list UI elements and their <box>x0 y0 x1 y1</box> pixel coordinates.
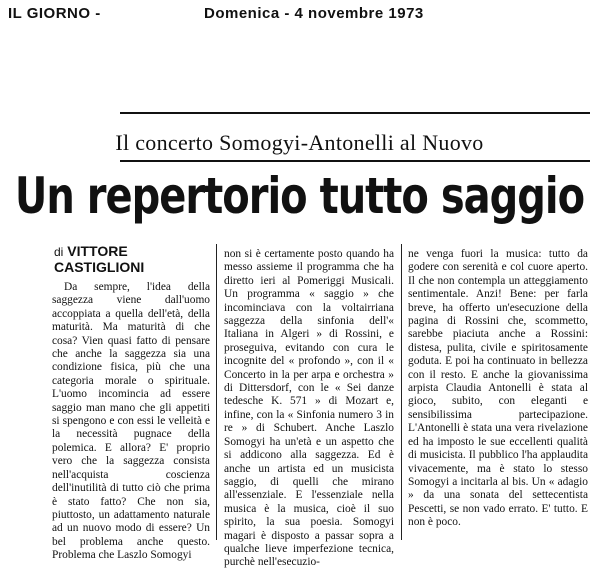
column-text: Da sempre, l'idea della saggezza viene dall'uomo accoppiata a quella dell'età, della maturità. Ma maturità di che cosa? Vien quasi fatto di pensare che anche la saggezza sia una condizione fisica, più che una categoria morale o spirituale. L'uomo incomincia ad essere saggio man mano che gli appetiti si spengono e con essi le velleità e la necessità pugnace della polemica. E allora? E' proprio vero che la saggezza consista nell'acquista coscienza dell'inutilità di tutto ciò che prima è stato fatto? Che non sia, piuttosto, un adattamento naturale ad un nuovo modo di essere? Un bel problema anche questo. Problema che Laszlo Somogyi <box>52 281 210 562</box>
article-column-3 <box>408 248 588 530</box>
byline-prefix: di <box>54 245 64 259</box>
column-divider <box>216 244 217 540</box>
article-column-2 <box>224 248 394 570</box>
newspaper-name: IL GIORNO - <box>8 5 101 22</box>
article-column-1 <box>52 281 210 563</box>
masthead <box>8 4 593 26</box>
column-text: non si è certamente posto quando ha messo assieme il programma che ha diretto ieri al Pomeriggi Musicali. Un programma « saggio » che incominciava con la voltairriana saggezza della sinfonia dell'« Italiana in Algeri » di Rossini, e proseguiva, evitando con cura le incognite del « profondo », con il « Concerto in la per arpa e orchestra » di Dittersdorf, con le « Sei danze tedesche K. 571 » di Mozart e, infine, con la « Sinfonia numero 3 in re » di Schubert. Anche Laszlo Somogyi ha un'età e un aspetto che si addicono alla saggezza. Ed è anche un artista ed un musicista saggio, di quelli che mirano all'essenziale. E l'essenziale nella musica è la musica, cioè il suo spirito, la sua poesia. Somogyi magari è disposto a passar sopra a qualche lieve imperfezione tecnica, purchè nell'esecuzio- <box>224 248 394 569</box>
column-divider <box>401 244 402 540</box>
kicker-top-rule <box>120 112 590 114</box>
article-kicker: Il concerto Somogyi-Antonelli al Nuovo <box>115 130 484 155</box>
author-surname: CASTIGLIONI <box>54 259 145 275</box>
article-headline: Un repertorio tutto saggio <box>14 168 585 226</box>
issue-date: Domenica - 4 novembre 1973 <box>204 5 424 22</box>
column-text: ne venga fuori la musica: tutto da godere con serenità e col cuore aperto. Il che non contempla un atteggiamento sentimentale. Anzi! Bene: per farla breve, ha offerto un'esecuzione della pagina di Rossini che, scommetto, sarebbe piaciuta anche a Rossini: distesa, pulita, civile e spiritosamente goduta. E poi ha continuato in bellezza con il resto. E anche la giovanissima arpista Claudia Antonelli è stata al gioco, subito, con eleganti e sensibilissima partecipazione. L'Antonelli è stata una vera rivelazione ed ha imposto le sue eccellenti qualità di musicista. Il pubblico l'ha applaudita vivacemente, ma è stato lo stesso Somogyi a incitarla al bis. Un « adagio » da una sonata del settecentista Pescetti, se non vado errato. E' tutto. E non è poco. <box>408 248 588 529</box>
kicker-bottom-rule <box>120 160 590 162</box>
author-name: VITTORE <box>67 243 128 259</box>
byline <box>54 244 204 275</box>
